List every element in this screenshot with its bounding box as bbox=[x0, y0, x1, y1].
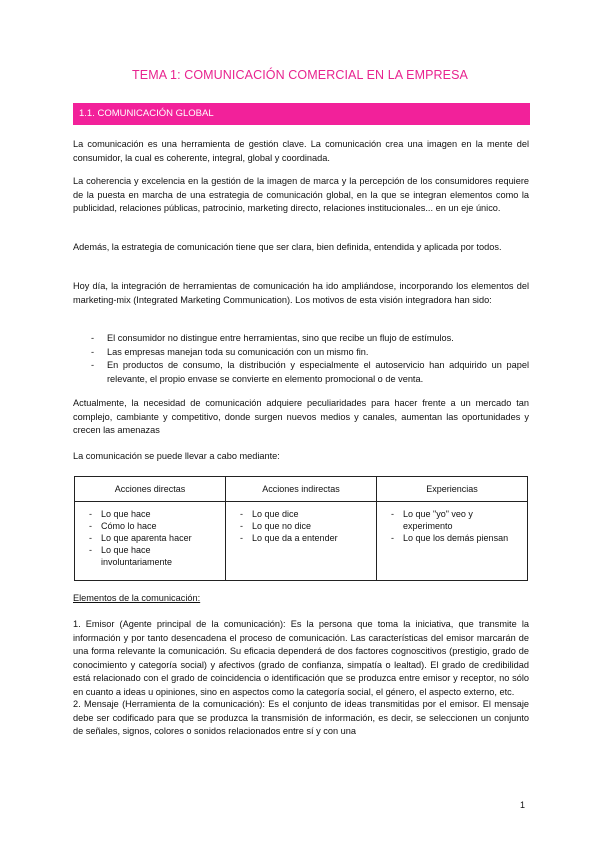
paragraph: Además, la estrategia de comunicación tiene que ser clara, bien definida, entendida y aplicada por todos. bbox=[73, 242, 502, 252]
list-item: - El consumidor no distingue entre herramientas, sino que recibe un flujo de estímulos. bbox=[73, 332, 529, 346]
page-number: 1 bbox=[520, 800, 526, 810]
list-item: - Lo que hace involuntariamente bbox=[79, 544, 221, 568]
list-item: - Lo que hace bbox=[79, 508, 221, 520]
table-cell bbox=[75, 502, 226, 581]
list-item: - Lo que aparenta hacer bbox=[79, 532, 221, 544]
list-item: - Lo que "yo" veo y experimento bbox=[381, 508, 523, 532]
elements-heading: Elementos de la comunicación: bbox=[73, 593, 201, 603]
list-item: - Cómo lo hace bbox=[79, 520, 221, 532]
list-item: - Lo que dice bbox=[230, 508, 372, 520]
paragraph: Hoy día, la integración de herramientas de comunicación ha ido ampliándose, incorporando los elementos del marketing-mix (Integrated Marketing Communication). Los motivos de esta visión integradora han sido: bbox=[73, 281, 529, 305]
paragraph: La comunicación es una herramienta de gestión clave. La comunicación crea una imagen en la mente del consumidor, la cual es coherente, integral, global y coordinada. bbox=[73, 139, 529, 163]
paragraph: 1. Emisor (Agente principal de la comunicación): Es la persona que toma la iniciativa, que transmite la información y por tanto desencadena el proceso de comunicación. Las características del emisor marcarán de una forma relevante la comunicación. Su eficacia dependerá de dos factores cognoscitivos (prestigio, grado de conocimiento y categoría social) y afectivos (grado de confianza, simpatía o lealtad). El grado de credibilidad está relacionado con el grado de coincidencia o identificación que se produzca entre emisor y receptor, no sólo en cuanto a ideas u opiniones, sino en aspectos como la categoría social, el género, el aspecto externo, etc. bbox=[73, 619, 529, 697]
actions-table bbox=[74, 476, 528, 581]
paragraph: 2. Mensaje (Herramienta de la comunicación): Es el conjunto de ideas transmitidas por el emisor. El mensaje debe ser codificado para que se produzca la transmisión de información, es decir, se seleccionen un conjunto de señales, signos, colores o sonidos relacionados entre sí y con una bbox=[73, 699, 529, 737]
paragraph: La coherencia y excelencia en la gestión de la imagen de marca y la percepción de los consumidores requiere de la puesta en marcha de una estrategia de comunicación global, en la que se integran elementos como la publicidad, relaciones públicas, patrocinio, marketing directo, relaciones institucionales... en un eje único. bbox=[73, 176, 529, 214]
table-header: Acciones indirectas bbox=[226, 477, 377, 502]
section-heading: 1.1. COMUNICACIÓN GLOBAL bbox=[73, 103, 530, 125]
list-item: - Lo que da a entender bbox=[230, 532, 372, 544]
table-cell bbox=[377, 502, 528, 581]
list-item: - Lo que no dice bbox=[230, 520, 372, 532]
paragraph: La comunicación se puede llevar a cabo mediante: bbox=[73, 451, 280, 461]
list-item: - Lo que los demás piensan bbox=[381, 532, 523, 544]
table-header: Acciones directas bbox=[75, 477, 226, 502]
list-item: - Las empresas manejan toda su comunicación con un mismo fin. bbox=[73, 346, 529, 360]
list-item: - En productos de consumo, la distribución y especialmente el autoservicio han adquirido un papel relevante, el propio envase se convierte en elemento promocional o de venta. bbox=[73, 359, 529, 386]
motives-list bbox=[73, 332, 529, 386]
paragraph: Actualmente, la necesidad de comunicación adquiere peculiaridades para hacer frente a un mercado tan complejo, cambiante y competitivo, donde surgen nuevos medios y canales, aumentan las oportunidades y crecen las amenazas bbox=[73, 398, 529, 436]
table-cell bbox=[226, 502, 377, 581]
table-header: Experiencias bbox=[377, 477, 528, 502]
document-title: TEMA 1: COMUNICACIÓN COMERCIAL EN LA EMPRESA bbox=[132, 68, 468, 82]
